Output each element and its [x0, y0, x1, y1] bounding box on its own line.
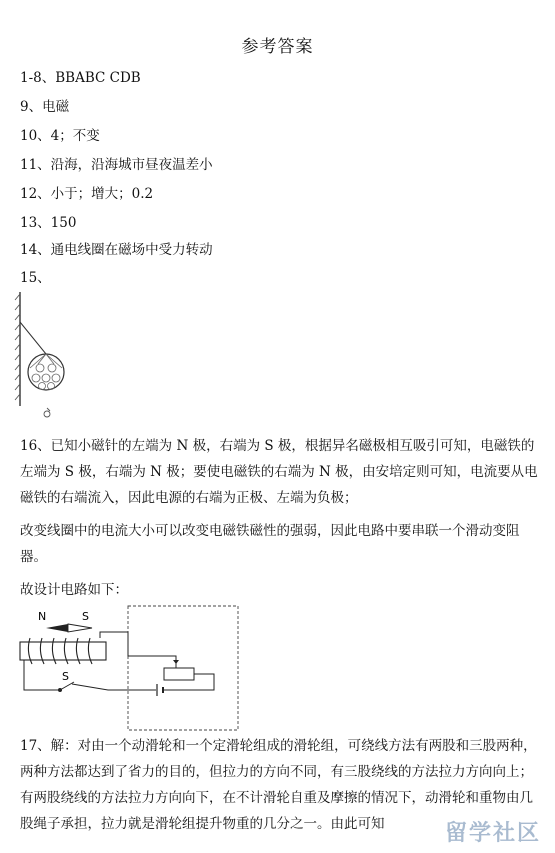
answer-line-9: 9、电磁 — [20, 99, 70, 115]
answer-line-15: 15、 — [20, 270, 51, 286]
needle-north-half — [46, 624, 68, 632]
rheostat — [164, 668, 194, 680]
page-title: 参考答案 — [241, 37, 314, 57]
ball-on-wall-figure — [14, 288, 74, 424]
net-bag — [30, 354, 62, 390]
hanging-string — [20, 322, 46, 354]
q16-paragraph-1: 16、已知小磁针的左端为 N 极，右端为 S 极，根据异名磁极相互吸引可知，电磁铁的左端为 S 极，右端为 N 极；要使电磁铁的右端为 N 极，由安培定则可知，电流要从电磁铁的右端流入，因此电源的右端为正极、左端为负极； — [20, 438, 538, 506]
watermark-logo: 留学社区 — [444, 821, 541, 846]
rheostat-slider — [173, 660, 179, 664]
ball — [28, 354, 64, 390]
switch-label: S — [62, 670, 69, 683]
needle-south-half — [68, 624, 92, 632]
switch-blade — [60, 682, 74, 690]
answer-line-1-8: 1-8、BBABC CDB — [20, 70, 141, 86]
answer-line-13: 13、150 — [20, 215, 77, 231]
answer-line-11: 11、沿海，沿海城市昼夜温差小 — [20, 157, 213, 173]
q16-paragraph-3: 故设计电路如下： — [20, 582, 128, 598]
answer-line-14: 14、通电线圈在磁场中受力转动 — [20, 242, 213, 258]
needle-n-label: N — [38, 610, 47, 623]
mark-circle — [44, 411, 50, 417]
electromagnet-circuit-figure — [16, 604, 246, 734]
electromagnet-core — [20, 642, 106, 660]
wall-hatching — [15, 294, 20, 400]
q16-paragraph-2: 改变线圈中的电流大小可以改变电磁铁磁性的强弱，因此电路中要串联一个滑动变阻器。 — [20, 523, 520, 565]
q17-paragraph-1: 17、解：对由一个动滑轮和一个定滑轮组成的滑轮组，可绕线方法有两股和三股两种，两种方法都达到了省力的目的，但拉力的方向不同，有三股绕线的方法拉力方向向上；有两股绕线的方法拉力方向向下，在不计滑轮自重及摩擦的情况下，动滑轮和重物由几股绳子承担，拉力就是滑轮组提升物重的几分之一。由此可知 — [20, 738, 537, 832]
mark-stroke — [47, 408, 50, 411]
needle-s-label: S — [82, 610, 89, 623]
answer-line-10: 10、4；不变 — [20, 128, 100, 144]
circuit-wires — [24, 632, 214, 690]
answer-line-12: 12、小于；增大；0.2 — [20, 186, 154, 202]
